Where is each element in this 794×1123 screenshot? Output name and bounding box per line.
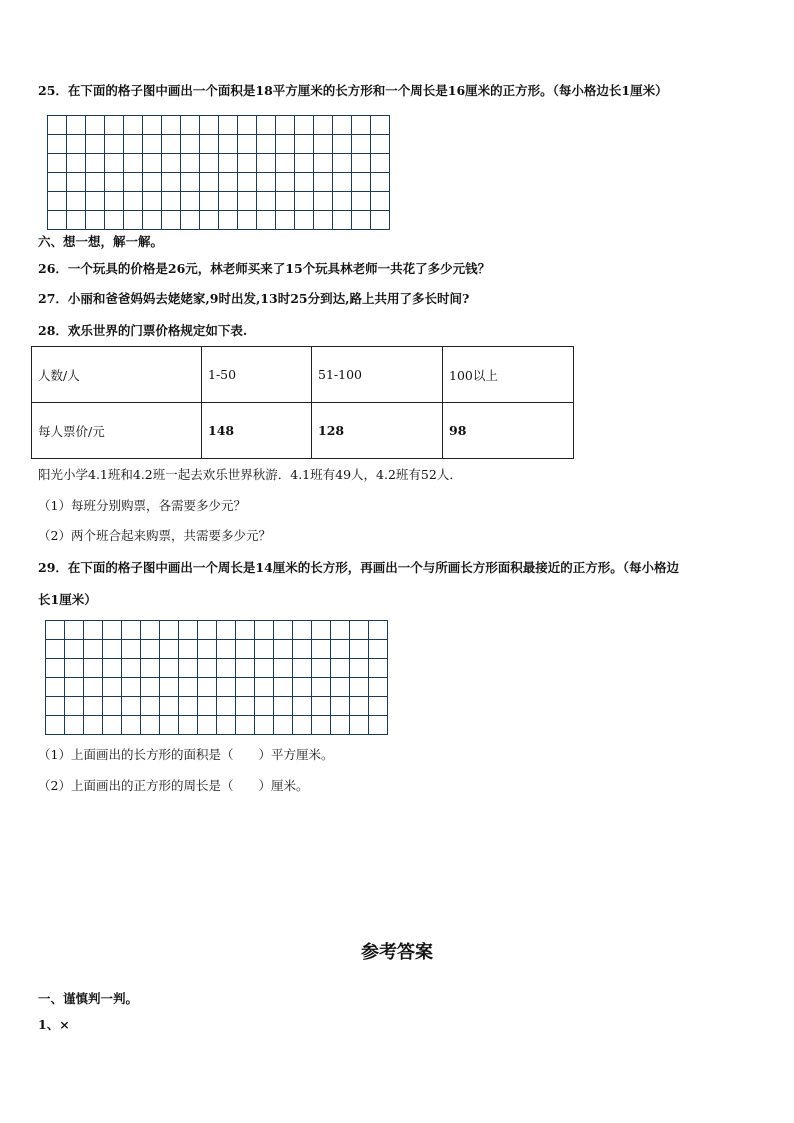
grid-cell xyxy=(160,697,179,716)
grid-cell xyxy=(369,697,388,716)
grid-cell xyxy=(65,640,84,659)
grid-cell xyxy=(274,659,293,678)
grid-cell xyxy=(257,154,276,173)
question-29-line1: 29．在下面的格子图中画出一个周长是14厘米的长方形，再画出一个与所画长方形面积最接近的正方形。（每小格边 xyxy=(38,560,680,575)
grid-cell xyxy=(255,678,274,697)
table-row xyxy=(32,403,574,459)
grid-cell xyxy=(86,154,105,173)
grid-cell xyxy=(255,716,274,735)
grid-cell xyxy=(46,697,65,716)
grid-cell xyxy=(238,116,257,135)
grid-cell xyxy=(312,716,331,735)
table-cell: 98 xyxy=(443,403,574,459)
grid-cell xyxy=(371,154,390,173)
grid-cell xyxy=(179,697,198,716)
question-26: 26．一个玩具的价格是26元，林老师买来了15个玩具林老师一共花了多少元钱？ xyxy=(38,261,491,276)
grid-cell xyxy=(143,211,162,230)
grid-cell xyxy=(181,211,200,230)
grid-cell xyxy=(371,192,390,211)
question-29-line2: 长1厘米） xyxy=(38,592,97,607)
grid-cell xyxy=(217,621,236,640)
grid-cell xyxy=(312,659,331,678)
grid-cell xyxy=(352,192,371,211)
grid-cell xyxy=(293,697,312,716)
grid-cell xyxy=(314,173,333,192)
grid-cell xyxy=(143,173,162,192)
grid-cell xyxy=(219,211,238,230)
grid-cell xyxy=(314,154,333,173)
grid-cell xyxy=(122,697,141,716)
grid-cell xyxy=(141,697,160,716)
grid-cell xyxy=(238,192,257,211)
table-row xyxy=(32,347,574,403)
grid-cell xyxy=(162,154,181,173)
grid-cell xyxy=(293,716,312,735)
grid-cell xyxy=(274,716,293,735)
grid-cell xyxy=(293,678,312,697)
grid-cell xyxy=(124,211,143,230)
grid-cell xyxy=(198,659,217,678)
grid-cell xyxy=(124,173,143,192)
grid-cell xyxy=(141,621,160,640)
grid-cell xyxy=(312,697,331,716)
grid-cell xyxy=(124,154,143,173)
grid-cell xyxy=(105,173,124,192)
table-cell: 1-50 xyxy=(202,347,312,403)
grid-cell xyxy=(105,116,124,135)
grid-cell xyxy=(143,192,162,211)
question-27: 27．小丽和爸爸妈妈去姥姥家,9时出发,13时25分到达,路上共用了多长时间? xyxy=(38,291,470,306)
ticket-price-table xyxy=(31,346,574,459)
grid-cell xyxy=(352,211,371,230)
grid-cell xyxy=(219,135,238,154)
grid-cell xyxy=(103,697,122,716)
grid-cell xyxy=(236,678,255,697)
grid-cell xyxy=(371,135,390,154)
grid-cell xyxy=(141,678,160,697)
grid-cell xyxy=(48,211,67,230)
grid-cell xyxy=(103,640,122,659)
grid-cell xyxy=(274,678,293,697)
grid-cell xyxy=(217,659,236,678)
grid-cell xyxy=(369,678,388,697)
grid-cell xyxy=(312,678,331,697)
grid-cell xyxy=(124,135,143,154)
grid-cell xyxy=(219,192,238,211)
grid-cell xyxy=(162,211,181,230)
grid-cell xyxy=(295,211,314,230)
grid-cell xyxy=(160,621,179,640)
grid-cell xyxy=(103,678,122,697)
grid-cell xyxy=(198,678,217,697)
grid-cell xyxy=(331,640,350,659)
grid-cell xyxy=(219,173,238,192)
grid-cell xyxy=(141,640,160,659)
grid-cell xyxy=(276,154,295,173)
question-25: 25．在下面的格子图中画出一个面积是18平方厘米的长方形和一个周长是16厘米的正方形。（每小格边长1厘米） xyxy=(38,83,668,98)
grid-cell xyxy=(200,192,219,211)
grid-cell xyxy=(314,211,333,230)
grid-cell xyxy=(219,154,238,173)
grid-cell xyxy=(238,211,257,230)
grid-cell xyxy=(257,135,276,154)
grid-cell xyxy=(255,659,274,678)
grid-cell xyxy=(86,173,105,192)
grid-cell xyxy=(274,621,293,640)
grid-cell xyxy=(84,659,103,678)
grid-cell xyxy=(217,716,236,735)
grid-cell xyxy=(122,678,141,697)
question-28-sub2: （2）两个班合起来购票，共需要多少元？ xyxy=(38,528,271,543)
grid-cell xyxy=(333,192,352,211)
grid-cell xyxy=(105,154,124,173)
grid-cell xyxy=(331,659,350,678)
grid-cell xyxy=(314,135,333,154)
grid-cell xyxy=(312,640,331,659)
table-cell: 51-100 xyxy=(312,347,443,403)
grid-cell xyxy=(350,621,369,640)
grid-cell xyxy=(67,154,86,173)
grid-cell xyxy=(352,154,371,173)
grid-cell xyxy=(48,154,67,173)
grid-cell xyxy=(217,678,236,697)
answers-title: 参考答案 xyxy=(361,942,433,963)
table-cell: 每人票价/元 xyxy=(32,403,202,459)
grid-cell xyxy=(160,640,179,659)
answers-section-1: 一、谨慎判一判。 xyxy=(38,991,139,1006)
grid-cell xyxy=(350,659,369,678)
grid-cell xyxy=(46,678,65,697)
question-29-sub2: （2）上面画出的正方形的周长是（ ）厘米。 xyxy=(38,778,309,793)
question-28: 28．欢乐世界的门票价格规定如下表. xyxy=(38,323,248,338)
grid-cell xyxy=(236,659,255,678)
grid-cell xyxy=(198,640,217,659)
grid-cell xyxy=(124,192,143,211)
grid-cell xyxy=(162,192,181,211)
grid-cell xyxy=(238,135,257,154)
grid-cell xyxy=(257,116,276,135)
grid-cell xyxy=(276,116,295,135)
grid-cell xyxy=(181,116,200,135)
grid-cell xyxy=(255,621,274,640)
grid-cell xyxy=(65,716,84,735)
grid-cell xyxy=(124,116,143,135)
grid-cell xyxy=(352,135,371,154)
grid-cell xyxy=(333,173,352,192)
grid-cell xyxy=(84,621,103,640)
grid-cell xyxy=(331,697,350,716)
grid-cell xyxy=(276,192,295,211)
grid-cell xyxy=(179,621,198,640)
grid-cell xyxy=(105,211,124,230)
grid-paper-25 xyxy=(47,115,390,230)
grid-cell xyxy=(293,640,312,659)
grid-cell xyxy=(143,116,162,135)
grid-cell xyxy=(67,173,86,192)
grid-cell xyxy=(198,697,217,716)
grid-cell xyxy=(65,659,84,678)
grid-cell xyxy=(350,697,369,716)
grid-cell xyxy=(257,192,276,211)
grid-cell xyxy=(333,116,352,135)
grid-cell xyxy=(86,192,105,211)
grid-cell xyxy=(333,135,352,154)
grid-cell xyxy=(369,621,388,640)
grid-cell xyxy=(162,135,181,154)
grid-cell xyxy=(179,716,198,735)
grid-cell xyxy=(84,716,103,735)
grid-cell xyxy=(143,135,162,154)
grid-cell xyxy=(257,173,276,192)
grid-cell xyxy=(46,659,65,678)
grid-cell xyxy=(331,621,350,640)
grid-cell xyxy=(350,716,369,735)
grid-cell xyxy=(295,192,314,211)
grid-cell xyxy=(67,211,86,230)
grid-cell xyxy=(86,211,105,230)
grid-cell xyxy=(103,716,122,735)
grid-cell xyxy=(67,135,86,154)
question-28-sub1: （1）每班分别购票，各需要多少元？ xyxy=(38,498,246,513)
grid-cell xyxy=(65,621,84,640)
grid-cell xyxy=(162,173,181,192)
grid-paper-29 xyxy=(45,620,388,735)
grid-cell xyxy=(67,116,86,135)
grid-cell xyxy=(198,621,217,640)
grid-cell xyxy=(200,154,219,173)
grid-cell xyxy=(293,621,312,640)
grid-cell xyxy=(103,659,122,678)
grid-cell xyxy=(103,621,122,640)
grid-cell xyxy=(236,621,255,640)
grid-cell xyxy=(314,192,333,211)
table-cell: 100以上 xyxy=(443,347,574,403)
grid-cell xyxy=(331,678,350,697)
grid-cell xyxy=(257,211,276,230)
grid-cell xyxy=(369,716,388,735)
grid-cell xyxy=(46,716,65,735)
grid-cell xyxy=(219,116,238,135)
grid-cell xyxy=(160,716,179,735)
grid-cell xyxy=(122,640,141,659)
grid-cell xyxy=(333,154,352,173)
grid-cell xyxy=(295,135,314,154)
grid-cell xyxy=(48,116,67,135)
grid-cell xyxy=(312,621,331,640)
grid-cell xyxy=(371,211,390,230)
grid-cell xyxy=(238,154,257,173)
grid-cell xyxy=(105,192,124,211)
grid-cell xyxy=(274,640,293,659)
grid-cell xyxy=(67,192,86,211)
grid-cell xyxy=(86,135,105,154)
grid-cell xyxy=(255,697,274,716)
grid-cell xyxy=(200,211,219,230)
grid-cell xyxy=(179,659,198,678)
grid-cell xyxy=(84,697,103,716)
grid-cell xyxy=(48,135,67,154)
grid-cell xyxy=(293,659,312,678)
grid-cell xyxy=(160,678,179,697)
grid-cell xyxy=(162,116,181,135)
question-28-note: 阳光小学4.1班和4.2班一起去欢乐世界秋游．4.1班有49人，4.2班有52人． xyxy=(38,467,462,482)
grid-cell xyxy=(352,173,371,192)
grid-cell xyxy=(350,678,369,697)
grid-cell xyxy=(255,640,274,659)
table-cell: 人数/人 xyxy=(32,347,202,403)
grid-cell xyxy=(141,716,160,735)
grid-cell xyxy=(200,116,219,135)
grid-cell xyxy=(46,640,65,659)
grid-cell xyxy=(295,173,314,192)
grid-cell xyxy=(84,678,103,697)
grid-cell xyxy=(217,640,236,659)
grid-cell xyxy=(181,192,200,211)
grid-cell xyxy=(295,116,314,135)
grid-cell xyxy=(217,697,236,716)
question-29-sub1: （1）上面画出的长方形的面积是（ ）平方厘米。 xyxy=(38,747,334,762)
grid-cell xyxy=(105,135,124,154)
grid-cell xyxy=(122,716,141,735)
grid-cell xyxy=(181,173,200,192)
grid-cell xyxy=(314,116,333,135)
grid-cell xyxy=(236,697,255,716)
grid-cell xyxy=(48,192,67,211)
grid-cell xyxy=(65,678,84,697)
table-cell: 128 xyxy=(312,403,443,459)
answers-item-1: 1、× xyxy=(38,1017,70,1032)
grid-cell xyxy=(181,154,200,173)
grid-cell xyxy=(331,716,350,735)
grid-cell xyxy=(276,211,295,230)
grid-cell xyxy=(352,116,371,135)
grid-cell xyxy=(369,640,388,659)
grid-cell xyxy=(160,659,179,678)
grid-cell xyxy=(236,716,255,735)
grid-cell xyxy=(350,640,369,659)
grid-cell xyxy=(46,621,65,640)
grid-cell xyxy=(371,116,390,135)
grid-cell xyxy=(276,135,295,154)
grid-cell xyxy=(371,173,390,192)
table-cell: 148 xyxy=(202,403,312,459)
grid-cell xyxy=(122,621,141,640)
grid-cell xyxy=(179,678,198,697)
grid-cell xyxy=(179,640,198,659)
grid-cell xyxy=(200,173,219,192)
grid-cell xyxy=(295,154,314,173)
grid-cell xyxy=(198,716,217,735)
grid-cell xyxy=(369,659,388,678)
grid-cell xyxy=(48,173,67,192)
grid-cell xyxy=(84,640,103,659)
grid-cell xyxy=(143,154,162,173)
grid-cell xyxy=(236,640,255,659)
grid-cell xyxy=(276,173,295,192)
grid-cell xyxy=(333,211,352,230)
grid-cell xyxy=(200,135,219,154)
grid-cell xyxy=(181,135,200,154)
grid-cell xyxy=(122,659,141,678)
grid-cell xyxy=(86,116,105,135)
grid-cell xyxy=(65,697,84,716)
grid-cell xyxy=(274,697,293,716)
section-6-heading: 六、想一想，解一解。 xyxy=(38,234,164,249)
grid-cell xyxy=(238,173,257,192)
grid-cell xyxy=(141,659,160,678)
